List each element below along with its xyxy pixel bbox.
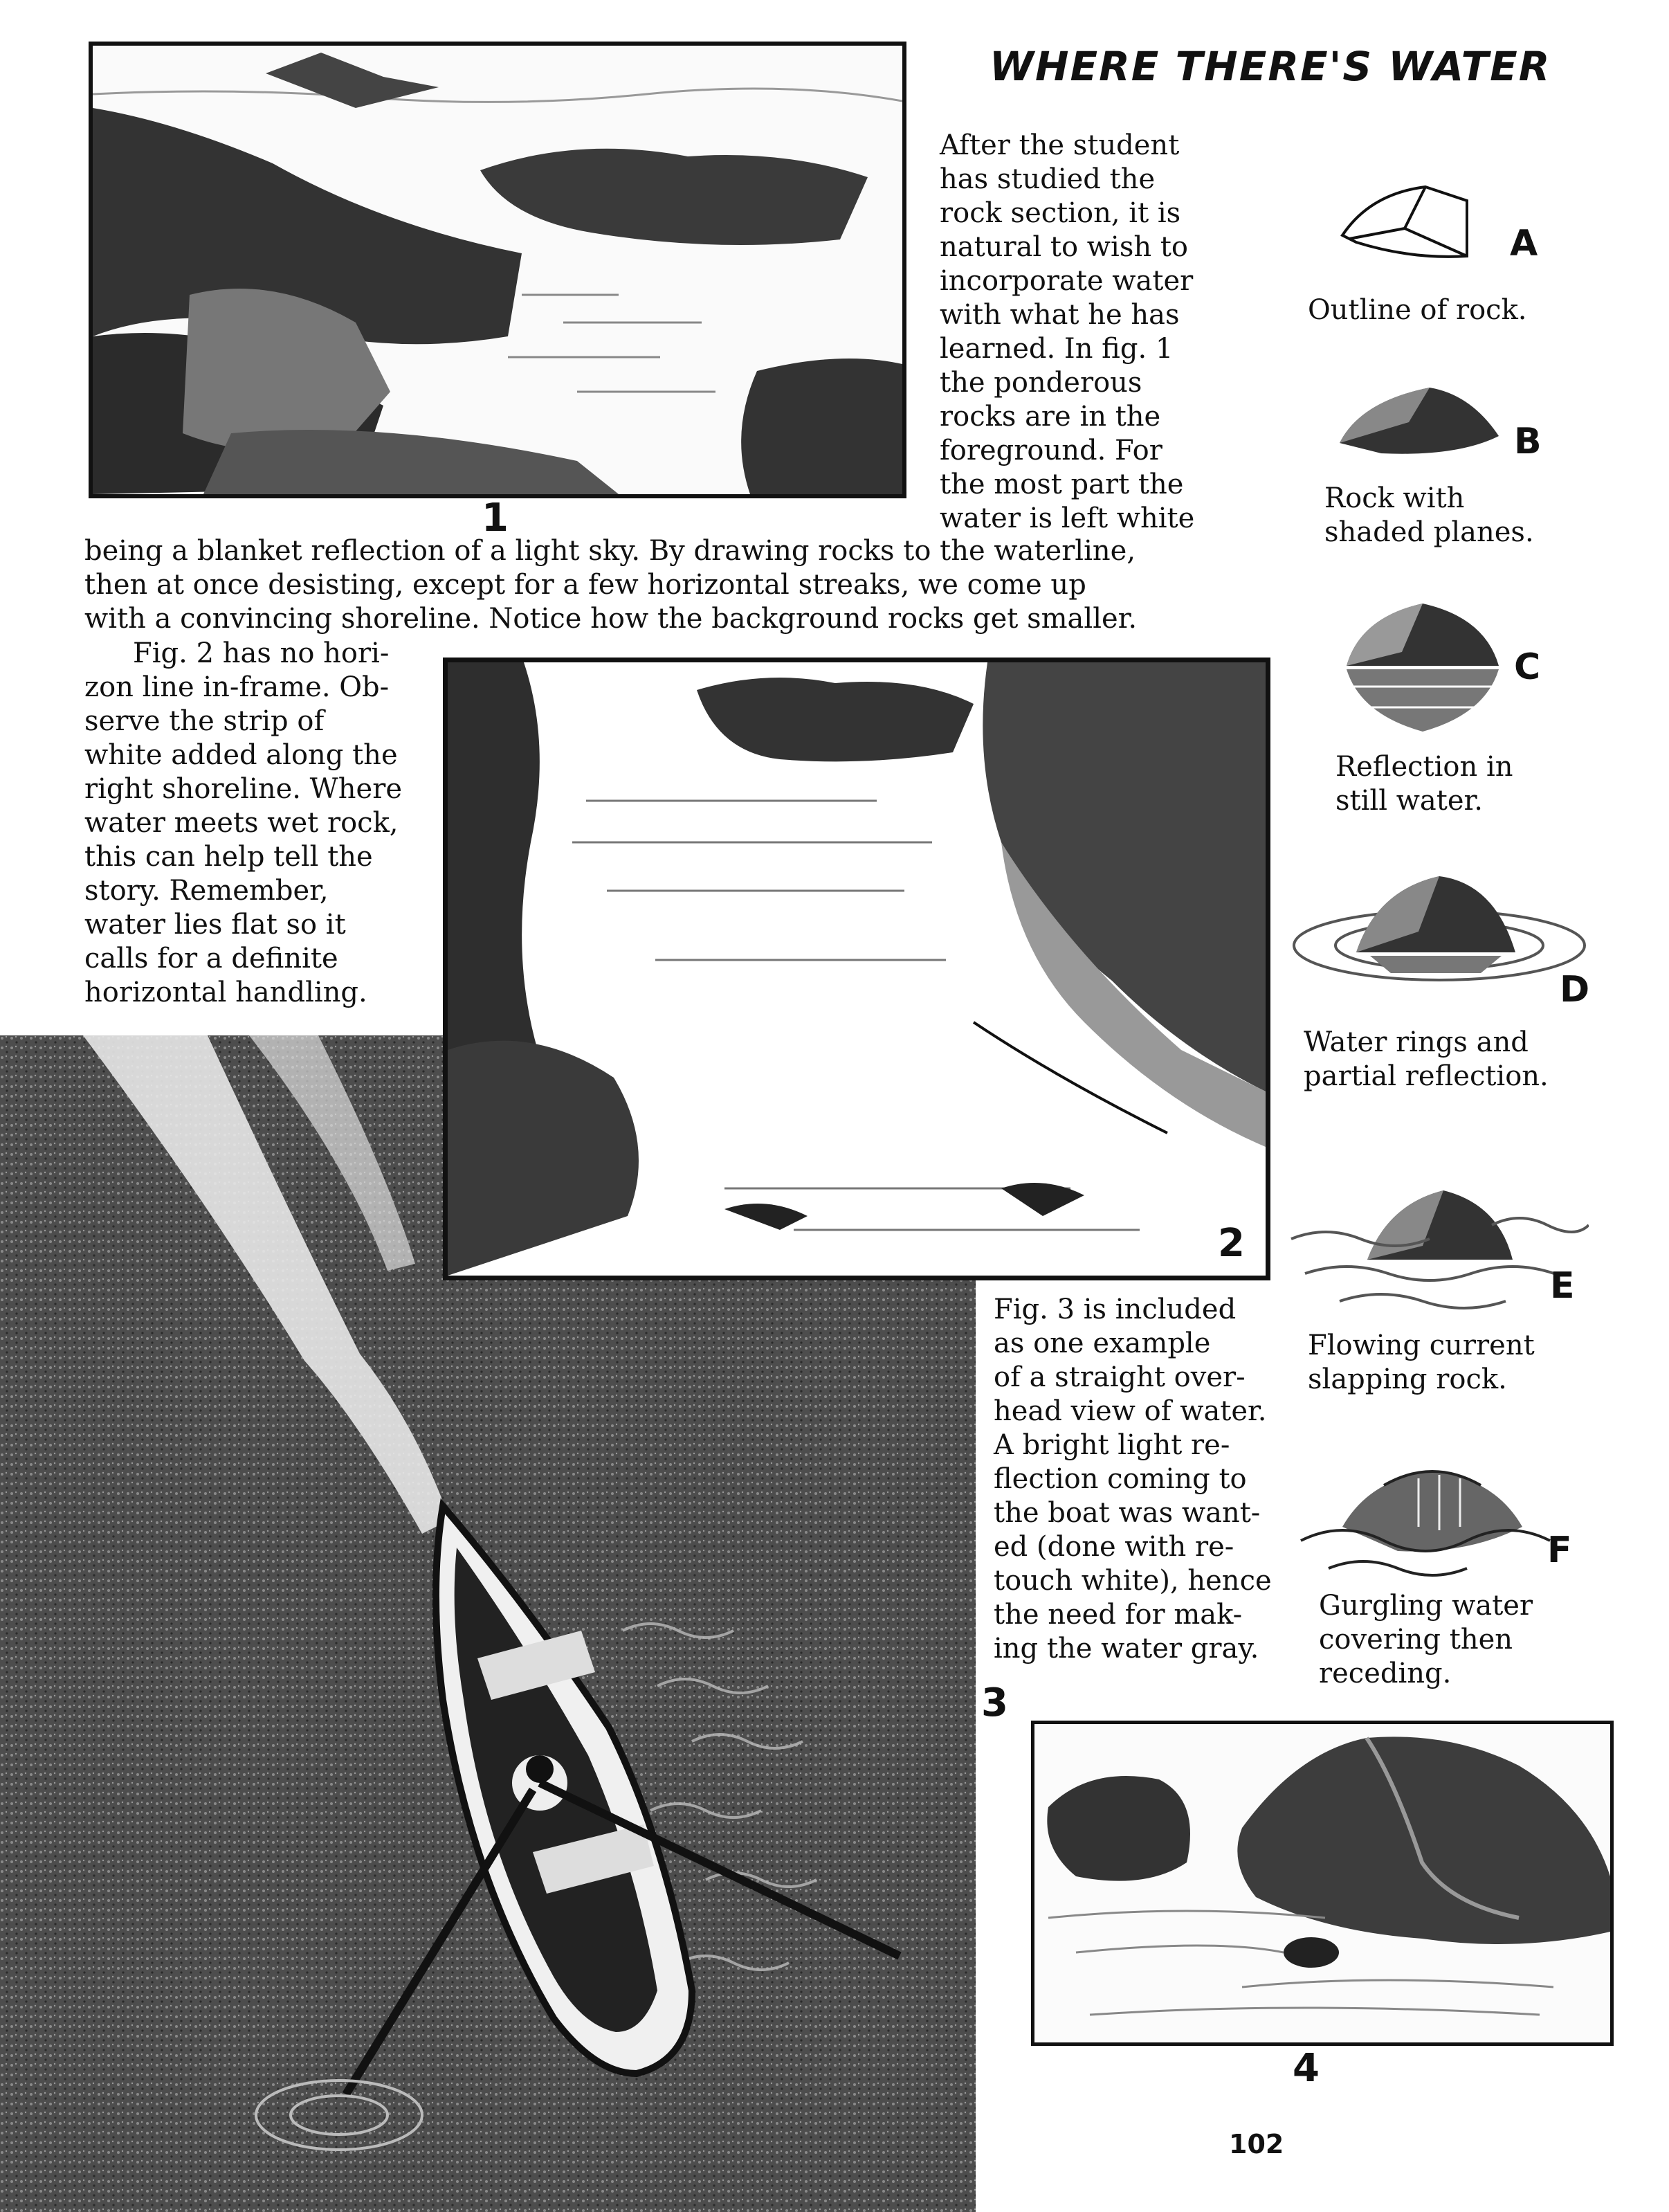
wide-paragraph bbox=[84, 534, 1275, 636]
sketch-b-letter: B bbox=[1514, 421, 1542, 462]
fig3-line: A bright light re- bbox=[994, 1429, 1230, 1461]
caption-line: Outline of rock. bbox=[1308, 294, 1527, 326]
intro-line: water is left white bbox=[940, 502, 1195, 534]
cove-drawing bbox=[448, 662, 1266, 1276]
caption-line: Rock with bbox=[1324, 482, 1465, 514]
sketch-e-letter: E bbox=[1550, 1265, 1575, 1307]
intro-line: has studied the bbox=[940, 163, 1156, 195]
wide-line: then at once desisting, except for a few horizontal streaks, we come up bbox=[84, 569, 1086, 601]
fig2-line: story. Remember, bbox=[84, 875, 329, 907]
fig2-line: right shoreline. Where bbox=[84, 773, 403, 805]
intro-line: with what he has bbox=[940, 299, 1180, 331]
fig2-line: serve the strip of bbox=[84, 705, 325, 737]
sketch-c-caption bbox=[1335, 750, 1513, 818]
caption-line: Flowing current bbox=[1308, 1330, 1535, 1361]
sketch-e-caption bbox=[1308, 1329, 1535, 1397]
caption-line: covering then bbox=[1319, 1624, 1513, 1656]
fig2-line: calls for a definite bbox=[84, 943, 338, 974]
fig2-line: zon line in-frame. Ob- bbox=[84, 671, 390, 703]
figure-4-illustration bbox=[1031, 1721, 1614, 2046]
page-title: WHERE THERE'S WATER bbox=[989, 43, 1551, 90]
caption-line: receding. bbox=[1319, 1658, 1452, 1689]
fig2-line: water lies flat so it bbox=[84, 909, 346, 941]
fig3-line: ing the water gray. bbox=[994, 1633, 1259, 1665]
fig2-line: horizontal handling. bbox=[84, 977, 367, 1008]
caption-line: Reflection in bbox=[1335, 751, 1513, 783]
fig2-line: water meets wet rock, bbox=[84, 807, 399, 839]
intro-line: learned. In fig. 1 bbox=[940, 333, 1174, 365]
figure-2-illustration bbox=[443, 658, 1270, 1280]
sketch-f-gurgling-water bbox=[1287, 1437, 1578, 1582]
fig3-line: the boat was want- bbox=[994, 1497, 1261, 1529]
intro-line: rocks are in the bbox=[940, 401, 1161, 433]
caption-line: Gurgling water bbox=[1319, 1590, 1533, 1622]
sketch-a-letter: A bbox=[1510, 223, 1538, 264]
wide-line: being a blanket reflection of a light sky. By drawing rocks to the waterline, bbox=[84, 535, 1136, 567]
intro-line: incorporate water bbox=[940, 265, 1194, 297]
fig3-line: Fig. 3 is included bbox=[994, 1294, 1237, 1325]
caption-line: shaded planes. bbox=[1324, 516, 1534, 548]
figure-4-number: 4 bbox=[1293, 2046, 1320, 2091]
sketch-d-letter: D bbox=[1560, 969, 1590, 1010]
rocks-in-water-drawing bbox=[1034, 1724, 1610, 2042]
intro-line: the most part the bbox=[940, 469, 1184, 500]
sketch-c-reflection bbox=[1333, 590, 1513, 742]
sketch-f-letter: F bbox=[1547, 1530, 1572, 1571]
sketch-b-caption bbox=[1324, 482, 1534, 550]
caption-line: Water rings and bbox=[1304, 1026, 1529, 1058]
intro-line: the ponderous bbox=[940, 367, 1142, 399]
fig2-line: Fig. 2 has no hori- bbox=[133, 637, 390, 669]
sketch-a-outline bbox=[1329, 173, 1508, 270]
figure-1-number: 1 bbox=[482, 496, 509, 541]
fig3-line: the need for mak- bbox=[994, 1599, 1243, 1631]
fig2-paragraph bbox=[84, 637, 444, 1010]
fig3-line: flection coming to bbox=[994, 1463, 1247, 1495]
sketch-a-caption bbox=[1308, 293, 1527, 327]
sketch-d-water-rings bbox=[1287, 855, 1592, 994]
rocky-shore-drawing bbox=[93, 46, 902, 494]
figure-3-number: 3 bbox=[981, 1680, 1008, 1725]
sketch-e-flowing-current bbox=[1284, 1163, 1589, 1322]
fig3-line: head view of water. bbox=[994, 1395, 1267, 1427]
fig3-line: touch white), hence bbox=[994, 1565, 1272, 1597]
fig3-paragraph bbox=[994, 1293, 1312, 1666]
wide-line: with a convincing shoreline. Notice how the background rocks get smaller. bbox=[84, 603, 1138, 635]
intro-line: After the student bbox=[940, 129, 1180, 161]
figure-2-number: 2 bbox=[1218, 1221, 1245, 1266]
caption-line: partial reflection. bbox=[1304, 1060, 1549, 1092]
fig3-line: ed (done with re- bbox=[994, 1531, 1234, 1563]
fig3-line: of a straight over- bbox=[994, 1361, 1246, 1393]
sketch-f-caption bbox=[1319, 1589, 1533, 1691]
fig2-line: this can help tell the bbox=[84, 841, 373, 873]
caption-line: still water. bbox=[1335, 785, 1483, 817]
fig2-line: white added along the bbox=[84, 739, 398, 771]
page-number: 102 bbox=[1229, 2129, 1284, 2159]
fig3-line: as one example bbox=[994, 1327, 1211, 1359]
figure-1-illustration bbox=[89, 42, 906, 498]
sketch-d-caption bbox=[1304, 1026, 1549, 1094]
intro-paragraph bbox=[940, 129, 1244, 536]
sketch-c-letter: C bbox=[1514, 646, 1541, 688]
intro-line: rock section, it is bbox=[940, 197, 1181, 229]
caption-line: slapping rock. bbox=[1308, 1363, 1507, 1395]
intro-line: foreground. For bbox=[940, 435, 1162, 466]
sketch-b-shaded-rock bbox=[1333, 374, 1513, 464]
intro-line: natural to wish to bbox=[940, 231, 1188, 263]
